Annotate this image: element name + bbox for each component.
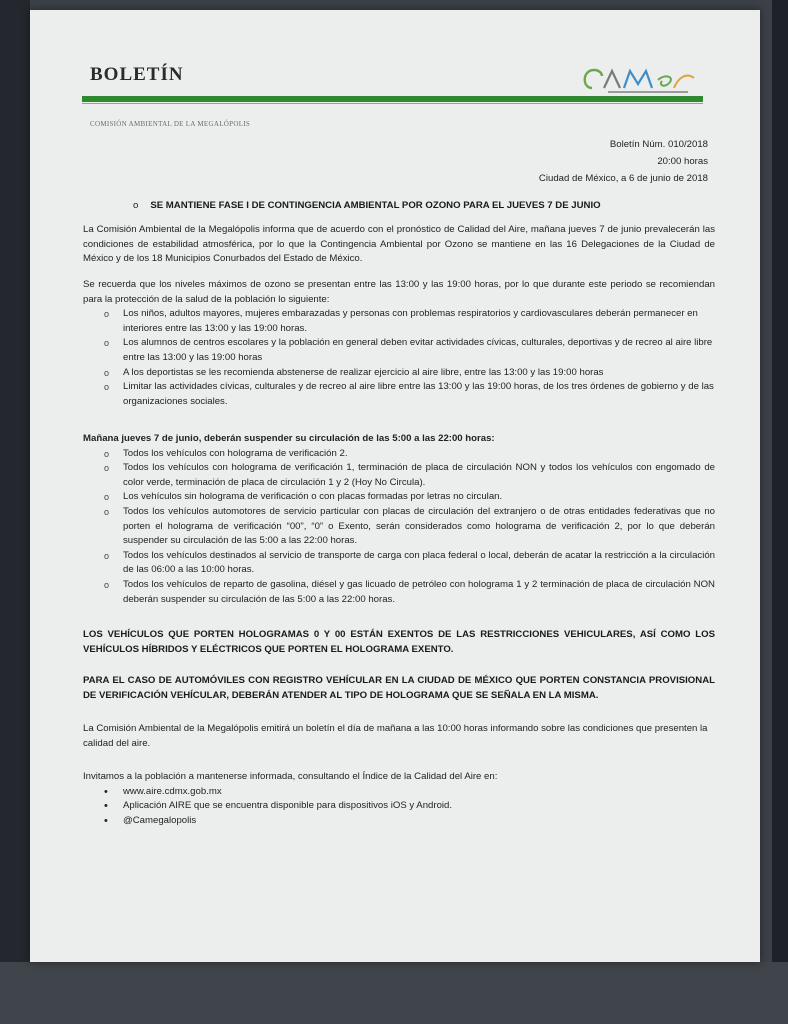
- website-link[interactable]: www.aire.cdmx.gob.mx: [123, 785, 222, 797]
- invite-list: [83, 785, 715, 829]
- list-item: o Todos los vehículos con holograma de verificación 2.: [123, 447, 715, 462]
- restrictions-lead: Mañana jueves 7 de junio, deberán suspender su circulación de las 5:00 a las 22:00 horas:: [83, 433, 495, 444]
- bulletin-title: BOLETÍN: [90, 64, 184, 85]
- recommendations-section: [83, 278, 715, 409]
- list-item: [123, 785, 715, 800]
- headline: o SE MANTIENE FASE I DE CONTINGENCIA AMBIENTAL POR OZONO PARA EL JUEVES 7 DE JUNIO: [133, 200, 601, 211]
- organization-name: COMISIÓN AMBIENTAL DE LA MEGALÓPOLIS: [90, 120, 251, 128]
- restrictions-list: [83, 447, 715, 608]
- headline-text: SE MANTIENE FASE I DE CONTINGENCIA AMBIENTAL POR OZONO PARA EL JUEVES 7 DE JUNIO: [150, 200, 601, 211]
- next-bulletin-paragraph: La Comisión Ambiental de la Megalópolis emitirá un boletín el día de mañana a las 10:00 horas informando sobre las condiciones que presenten la calidad del aire.: [83, 723, 708, 749]
- intro-paragraph: La Comisión Ambiental de la Megalópolis informa que de acuerdo con el pronóstico de Calidad del Aire, mañana jueves 7 de junio prevalecerán las condiciones de estabilidad atmosférica, por lo que la Contingencia Ambiental por Ozono se mantiene en las 16 Delegaciones de la Ciudad de México y de los 18 Municipios Conurbados del Estado de México.: [83, 224, 715, 265]
- header-rule: [82, 96, 703, 102]
- list-item: o Los alumnos de centros escolares y la población en general deben evitar actividades cívicas, culturales, deportivas y de recreo al aire libre entre las 13:00 y las 19:00 horas: [123, 336, 715, 365]
- notice-exempt: LOS VEHÍCULOS QUE PORTEN HOLOGRAMAS 0 Y 00 ESTÁN EXENTOS DE LAS RESTRICCIONES VEHICULARES, ASÍ COMO LOS VEHÍCULOS HÍBRIDOS Y ELÉCTRICOS QUE PORTEN EL HOLOGRAMA EXENTO.: [83, 629, 715, 655]
- bulletin-time: 20:00 horas: [657, 156, 708, 167]
- bulletin-number: Boletín Núm. 010/2018: [609, 139, 708, 150]
- list-item: o Limitar las actividades cívicas, culturales y de recreo al aire libre entre las 13:00 y las 19:00 horas, de los tres órdenes de gobierno y de las organizaciones sociales.: [123, 380, 715, 409]
- invite-section: [83, 770, 715, 828]
- background-right: [772, 0, 788, 1024]
- list-item: o Todos los vehículos de reparto de gasolina, diésel y gas licuado de petróleo con holograma 1 y 2 terminación de placa de circulación NON deberán suspender su circulación de las 5:00 a las 22:00 horas.: [123, 578, 715, 607]
- recommendations-lead: Se recuerda que los niveles máximos de ozono se presentan entre las 13:00 y las 19:00 horas, por lo que durante este periodo se recomiendan para la protección de la salud de la población lo siguiente:: [83, 279, 715, 305]
- list-item: o Todos los vehículos destinados al servicio de transporte de carga con placa federal o local, deberán de acatar la restricción a la circulación de las 06:00 a las 10:00 horas.: [123, 549, 715, 578]
- bulletin-page: [30, 10, 760, 962]
- restrictions-section: [83, 432, 715, 607]
- list-item: o Los niños, adultos mayores, mujeres embarazadas y personas con problemas respiratorios y cardiovasculares deberán permanecer en interiores entre las 13:00 y las 19:00 horas.: [123, 307, 715, 336]
- list-item: o Todos los vehículos con holograma de verificación 1, terminación de placa de circulación NON y todos los vehículos con engomado de color verde, terminación de placa de circulación 1 y 2 (Hoy No Circula).: [123, 461, 715, 490]
- background-bottom: [0, 962, 788, 1024]
- list-item: o Los vehículos sin holograma de verificación o con placas formadas por letras no circulan.: [123, 490, 715, 505]
- bulletin-place-date: Ciudad de México, a 6 de junio de 2018: [538, 173, 708, 184]
- list-item: o Todos los vehículos automotores de servicio particular con placas de circulación del extranjero o de otras entidades federativas que no porten el holograma de verificación “00”, “0” o Exento, serán considerados como holograma de verificación 2, por lo que deberán suspender su circulación de las 5:00 a las 22:00 horas.: [123, 505, 715, 549]
- list-item: o A los deportistas se les recomienda abstenerse de realizar ejercicio al aire libre, entre las 13:00 y las 19:00 horas: [123, 366, 715, 381]
- came-logo: [578, 60, 708, 100]
- list-item: • Aplicación AIRE que se encuentra disponible para dispositivos iOS y Android.: [123, 799, 715, 814]
- invite-lead: Invitamos a la población a mantenerse informada, consultando el Índice de la Calidad del Aire en:: [83, 771, 498, 782]
- notice-provisional: PARA EL CASO DE AUTOMÓVILES CON REGISTRO VEHÍCULAR EN LA CIUDAD DE MÉXICO QUE PORTEN CONSTANCIA PROVISIONAL DE VERIFICACIÓN VEHÍCULAR, DEBERÁN ATENDER AL TIPO DE HOLOGRAMA QUE SE SEÑALA EN LA MISMA.: [83, 675, 715, 701]
- list-item: • @Camegalopolis: [123, 814, 715, 829]
- background-left: [0, 0, 30, 1024]
- bulletin-meta: [539, 136, 708, 187]
- header-rule-thin: [82, 103, 703, 104]
- recommendations-list: [83, 307, 715, 409]
